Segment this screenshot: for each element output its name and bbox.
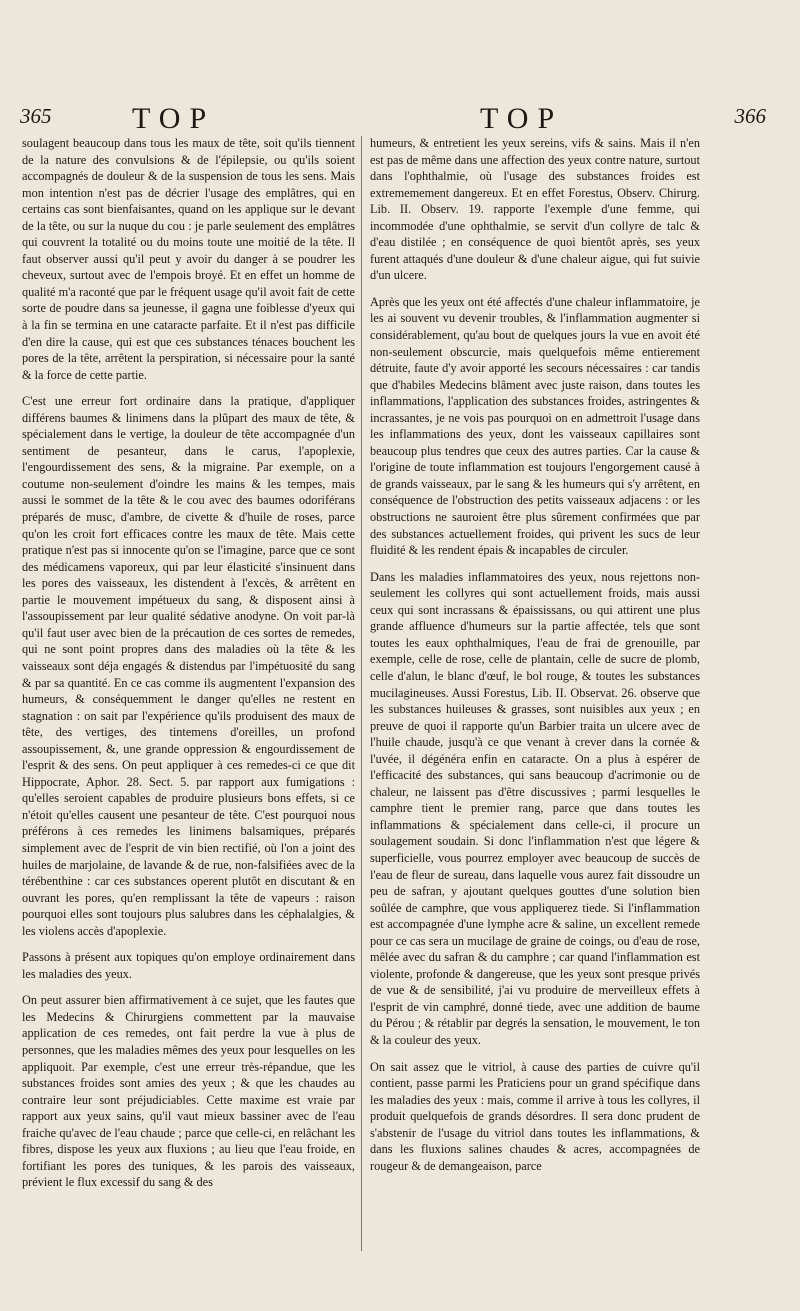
column-divider	[361, 136, 362, 1251]
paragraph: Dans les maladies inflammatoires des yeux, nous rejettons non-seulement les collyres qui sont actuellement froids, mais aussi ceux qui sont incrassans & épaississans, ou qui attirent une plus grande affluence d'humeurs sur la partie affectée, tels que sont toutes les eaux ophthalmiques, l'eau de frai de grenouille, par exemple, celle de rose, celle de plantain, celle de sucre de plomb, celle d'alun, le blanc d'œuf, le bol rouge, & toutes les substances mucilagineuses. Aussi Forestus, Lib. II. Observat. 26. observe que les substances huileuses & grasses, sont nuisibles aux yeux ; en preuve de quoi il rapporte qu'un Barbier traita un ulcere avec de l'huile chaude, jusqu'à ce que venant à crever dans la cornée & l'uvée, il dégénéra enfin en cataracte. On a plus à espérer de l'efficacité des substances, qui sans beaucoup d'acrimonie ou de chaleur, ne laissent pas d'être discussives ; parmi lesquelles le camphre tient le premier rang, parce que dans toutes les inflammations & spécialement dans celle-ci, il procure un soulagement soudain. Si donc l'inflammation n'est que légere & superficielle, vous pourrez employer avec beaucoup de succès de l'eau de fleur de sureau, dans laquelle vous aurez fait dissoudre un peu de safran, y ajoutant quelques gouttes d'une solution bien soûlée de camphre, que vous appliquerez tiede. Si l'inflammation est accompagnée d'une lymphe acre & saline, un excellent remede pour ce cas sera un mucilage de graine de coings, ou d'eau de rose, mêlée avec du safran & du camphre ; car quand l'inflammation est violente, profonde & dangereuse, que les yeux sont presque privés de vue & de sensibilité, j'ai vu produire de merveilleux effets à l'esprit de vin camphré, donné tiede, avec une addition de baume du Pérou ; & rétablir par degrés la sensation, le mouvement, le ton & la couleur des yeux.	[370, 569, 700, 1047]
left-column	[22, 135, 355, 1201]
running-head-right: TOP	[480, 102, 564, 135]
paragraph: humeurs, & entretient les yeux sereins, vifs & sains. Mais il n'en est pas de même dans une affection des yeux contre nature, surtout dans l'ophthalmie, où l'usage des substances froides est extrememement dangereux. Et en effet Forestus, Observ. Chirurg. Lib. II. Observ. 19. rapporte l'exemple d'une femme, qui incommodée d'une ophthalmie, se servit d'un collyre de talc & d'eau distilée ; en conséquence de quoi bientôt après, ses yeux furent attaqués d'une douleur & d'une chaleur aigue, qui fut suivie d'un ulcere.	[370, 136, 700, 283]
page-number-left: 365	[20, 104, 52, 128]
paragraph: Passons à présent aux topiques qu'on employe ordinairement dans les maladies des yeux.	[22, 950, 355, 981]
page-number-right: 366	[734, 104, 766, 128]
right-column	[370, 135, 700, 1184]
paragraph: On peut assurer bien affirmativement à ce sujet, que les fautes que les Medecins & Chirurgiens commettent par la mauvaise application de ces remedes, ont fait perdre la vue à plus de personnes, que les maladies mêmes des yeux pour lesquelles on les appliquoit. Par exemple, c'est une erreur très-répandue, que les substances froides sont amies des yeux ; & que les chaudes au contraire leur sont préjudiciables. Cette maxime est vraie par rapport aux yeux sains, qu'il vaut mieux bassiner avec de l'eau fraiche qu'avec de l'eau chaude ; parce que celle-ci, en relâchant les fibres, dispose les yeux aux fluxions ; au lieu que l'eau froide, en fortifiant les pores des tuniques, & les parois des vaisseaux, prévient le flux excessif du sang & des	[22, 993, 355, 1190]
paragraph: On sait assez que le vitriol, à cause des parties de cuivre qu'il contient, passe parmi les Praticiens pour un grand spécifique dans les maladies des yeux : mais, comme il arrive à tous les collyres, il produit quelquefois de grands désordres. Il sera donc prudent de s'abstenir de l'usage du vitriol dans toutes les inflammations, & dans les fluxions salines chaudes & acres, accompagnées de rougeur & de demangeaison, parce	[370, 1059, 700, 1173]
running-head	[0, 104, 800, 136]
paragraph: Après que les yeux ont été affectés d'une chaleur inflammatoire, je les ai souvent vu devenir troubles, & l'inflammation augmenter si considérablement, qu'au bout de quelques jours la vue en avoit été non-seulement obscurcie, mais quelquefois même entierement détruite, faute d'y avoir apporté les secours nécessaires : car tandis que d'habiles Medecins blâment avec juste raison, dans toutes les inflammations, l'application des substances froides, astringentes & incrassantes, je ne vois pas pourquoi on en admettroit l'usage dans les inflammations des yeux, dont les vaisseaux capillaires sont beaucoup plus tendres que ceux des autres parties. Car la cause & l'origine de toute inflammation est toujours l'engorgement causé à de grands vaisseaux, par le sang & les humeurs qui s'y arrêtent, en conséquence de l'obstruction des petits vaisseaux adjacens : or les obstructions ne sauroient être plus sûrement confirmées que par des substances actuellement froides, qui privent les sucs de leur fluidité & les rendent épais & incapables de circuler.	[370, 294, 700, 558]
paragraph: soulagent beaucoup dans tous les maux de tête, soit qu'ils tiennent de la nature des convulsions & de l'épilepsie, ou qu'ils soient accompagnés de douleur & de la suspension de tous les sens. Mais mon intention n'est pas de décrier l'usage des emplâtres, qui en certains cas sont bienfaisantes, quand on les applique sur le devant de la tête, ou sur la nuque du cou : je parle seulement des emplâtres qui couvrent la totalité ou du moins toute une moitié de la tête. Il faut observer aussi qu'il peut y avoir du danger à se poudrer les cheveux, surtout avec de l'empois broyé. Et en effet un homme de qualité m'a raconté que par le fréquent usage qu'il avoit fait de cette sorte de poudre dans sa jeunesse, il gagna une foiblesse d'yeux qui à la fin se termina en une cataracte parfaite. Et il n'est pas difficile d'en dire la cause, qui est que ces substances ténaces bouchent les pores de la tête, arrêtent la perspiration, si nécessaire pour la santé & la force de cette partie.	[22, 136, 355, 382]
running-head-left: TOP	[132, 102, 216, 135]
paragraph: C'est une erreur fort ordinaire dans la pratique, d'appliquer différens baumes & linimens dans la plûpart des maux de tête, & spécialement dans le vertige, la douleur de tête accompagnée d'un sentiment de pesanteur, dans le carus, l'apoplexie, l'engourdissement des sens, & la migraine. Par exemple, on a coutume non-seulement d'oindre les mains & les tempes, mais aussi le sommet de la tête & le cou avec des baumes odoriférans préparés de musc, d'ambre, de civette & d'huile de roses, parce qu'on les croit fort efficaces contre les maux de tête. Mais cette pratique n'est pas si innocente qu'on se l'imagine, parce que ce sont des médicamens vaporeux, qui par leur élasticité s'insinuent dans les pores des vaisseaux, les distendent à l'excès, & arrêtent en partie le mouvement impétueux du sang, & disposent ainsi à l'assoupissement par leur qualité sédative anodyne. On voit par-là qu'il faut user avec bien de la précaution de ces sortes de remedes, qui ne sont point propres dans des maladies où la tête & les vaisseaux sont déja engagés & distendus par l'impétuosité du sang & par sa quantité. En ce cas comme ils augmentent l'expansion des humeurs, & conséquemment le danger qu'elles ne restent en stagnation : on sait par l'expérience qu'ils produisent des maux de tête, des vertiges, des tintemens d'oreilles, un profond assoupissement, &, une grande oppression & engourdissement de l'esprit & des sens. On peut appliquer à ces remedes-ci ce que dit Hippocrate, Aphor. 28. Sect. 5. par rapport aux fumigations : qu'elles seroient capables de produire plusieurs bons effets, si ce n'étoit qu'elles causent une pesanteur de tête. C'est pourquoi nous préférons à ces remedes les linimens balsamiques, préparés simplement avec de l'esprit de vin bien rectifié, où l'on a joint des huiles de marjolaine, de lavande & de rue, non-falsifiées avec de la térébenthine : car ces substances operent plutôt en discutant & en ouvrant les pores, qu'en remplissant la tête de vapeurs : raison pourquoi elles sont toujours plus salubres dans les céphalalgies, & les violens accès d'apoplexie.	[22, 394, 355, 938]
